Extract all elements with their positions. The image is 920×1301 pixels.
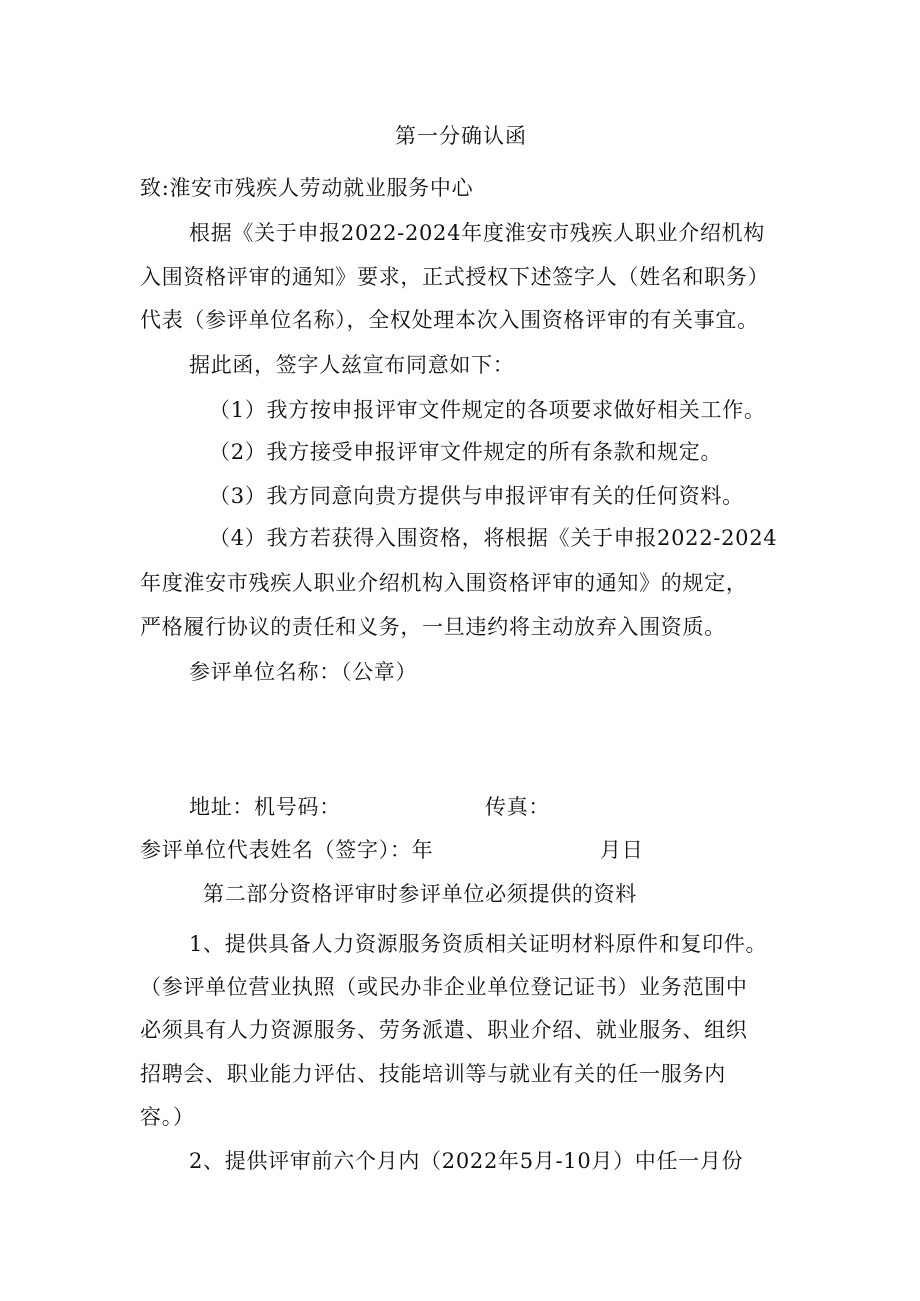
representative-signature-label: 参评单位代表姓名（签字）：年	[140, 838, 434, 862]
agreement-item-4-line: （4）我方若获得入围资格，将根据《关于申报2022-2024	[209, 526, 778, 550]
agreement-item: （2）我方接受申报评审文件规定的所有条款和规定。	[209, 440, 723, 464]
requirement-1-line: 1、提供具备人力资源服务资质相关证明材料原件和复印件。	[189, 932, 768, 956]
part2-title: 第二部分资格评审时参评单位必须提供的资料	[203, 882, 637, 906]
agreement-item: （1）我方按申报评审文件规定的各项要求做好相关工作。	[209, 398, 766, 422]
agreement-item-4-line: 年度淮安市残疾人职业介绍机构入围资格评审的通知》的规定，	[140, 571, 748, 595]
fax-label: 传真：	[485, 795, 551, 819]
requirement-1-line: 必须具有人力资源服务、劳务派遣、职业介绍、就业服务、组织	[140, 1018, 748, 1042]
requirement-2-line: 2、提供评审前六个月内（2022年5月-10月）中任一月份	[189, 1149, 744, 1173]
addressee: 致:淮安市残疾人劳动就业服务中心	[140, 176, 474, 200]
requirement-1-line: 容。）	[140, 1105, 195, 1129]
date-month-day-label: 月日	[600, 838, 644, 862]
agreement-item: （3）我方同意向贵方提供与申报评审有关的任何资料。	[209, 484, 744, 508]
part1-title: 第一分确认函	[395, 124, 527, 148]
requirement-1-line: 招聘会、职业能力评估、技能培训等与就业有关的任一服务内	[140, 1062, 726, 1086]
unit-seal-label: 参评单位名称：（公章）	[189, 660, 418, 684]
intro-paragraph-line: 入围资格评审的通知》要求，正式授权下述签字人（姓名和职务）	[140, 265, 770, 289]
declaration-line: 据此函，签字人兹宣布同意如下：	[189, 353, 515, 377]
agreement-item-4-line: 严格履行协议的责任和义务，一旦违约将主动放弃入围资质。	[140, 615, 726, 639]
requirement-1-line: （参评单位营业执照（或民办非企业单位登记证书）业务范围中	[140, 975, 748, 999]
intro-paragraph-line: 根据《关于申报2022-2024年度淮安市残疾人职业介绍机构	[189, 221, 765, 245]
intro-paragraph-line: 代表（参评单位名称），全权处理本次入围资格评审的有关事宜。	[140, 308, 759, 332]
address-phone-label: 地址：机号码：	[189, 795, 341, 819]
